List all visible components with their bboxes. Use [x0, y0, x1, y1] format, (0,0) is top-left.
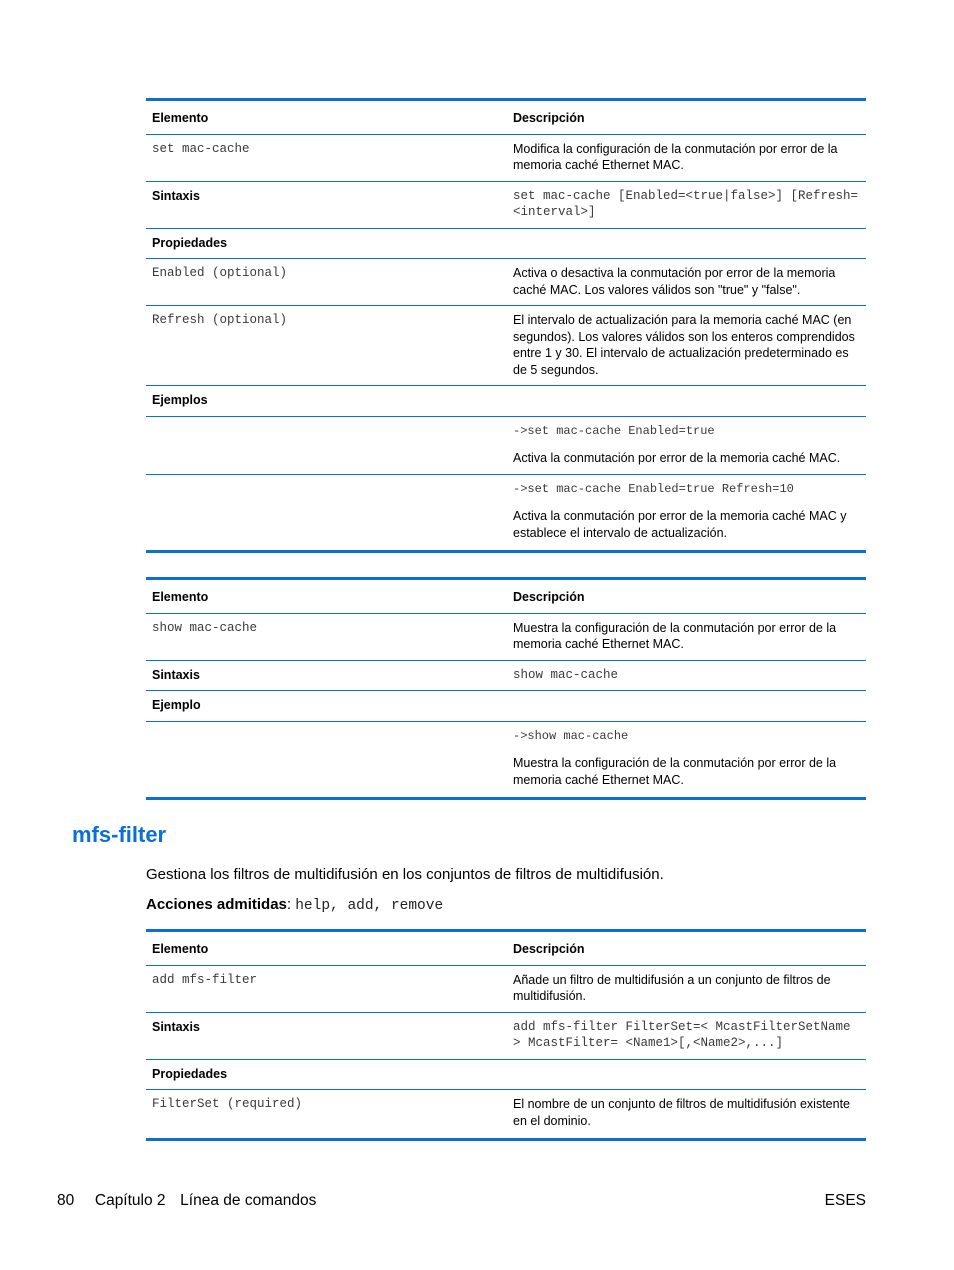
footer-lang: ESES [824, 1192, 866, 1209]
supported-actions [146, 896, 443, 914]
table-row [146, 660, 866, 691]
examples-label: Ejemplo [146, 691, 507, 722]
property-name: Enabled (optional) [146, 259, 507, 306]
chapter-title: Línea de comandos [180, 1192, 317, 1209]
property-name: FilterSet (required) [146, 1090, 507, 1140]
syntax-value: set mac-cache [Enabled=<true|false>] [Refresh=<interval>] [507, 181, 866, 228]
table-header-row [146, 100, 866, 135]
element-name: show mac-cache [152, 620, 258, 635]
table-show-mac-cache [146, 577, 866, 800]
actions-separator: : [286, 896, 296, 913]
table-row [146, 181, 866, 228]
examples-label: Ejemplos [146, 386, 507, 417]
header-elemento: Elemento [146, 931, 507, 966]
example-cell [507, 416, 866, 474]
example-cell [507, 474, 866, 552]
table-row [146, 691, 866, 722]
property-desc: El intervalo de actualización para la memoria caché MAC (en segundos). Los valores válidos son los enteros comprendidos entre 1 y 30. El intervalo de actualización predeterminado es de 5 segundos. [507, 306, 866, 386]
actions-label: Acciones admitidas [146, 896, 287, 913]
table-row [146, 416, 866, 474]
property-desc: Activa o desactiva la conmutación por error de la memoria caché MAC. Los valores válidos son "true" y "false". [507, 259, 866, 306]
element-name: add mfs-filter [152, 972, 258, 987]
table-row [146, 1059, 866, 1090]
table-row [146, 474, 866, 552]
actions-value: help, add, remove [295, 898, 444, 914]
table-row [146, 134, 866, 181]
footer-left [57, 1192, 316, 1210]
example-desc: Activa la conmutación por error de la memoria caché MAC. [513, 451, 841, 465]
properties-label: Propiedades [146, 228, 507, 259]
header-descripcion: Descripción [507, 931, 866, 966]
example-command: ->set mac-cache Enabled=true [513, 423, 715, 438]
header-descripcion: Descripción [507, 579, 866, 614]
table-header-row [146, 931, 866, 966]
table-row [146, 965, 866, 1012]
syntax-label: Sintaxis [146, 181, 507, 228]
chapter-label: Capítulo 2 [94, 1192, 166, 1209]
table-row [146, 613, 866, 660]
header-elemento: Elemento [146, 100, 507, 135]
table-row [146, 228, 866, 259]
table-row [146, 259, 866, 306]
element-desc: Añade un filtro de multidifusión a un conjunto de filtros de multidifusión. [513, 972, 831, 1003]
page-number: 80 [57, 1192, 75, 1209]
property-desc: El nombre de un conjunto de filtros de multidifusión existente en el dominio. [507, 1090, 866, 1140]
example-command: ->set mac-cache Enabled=true Refresh=10 [513, 481, 794, 496]
table-row [146, 721, 866, 799]
section-intro: Gestiona los filtros de multidifusión en los conjuntos de filtros de multidifusión. [146, 866, 664, 883]
table-set-mac-cache [146, 98, 866, 553]
header-elemento: Elemento [146, 579, 507, 614]
example-desc: Muestra la configuración de la conmutación por error de la memoria caché Ethernet MAC. [513, 756, 837, 787]
header-descripcion: Descripción [507, 100, 866, 135]
table-add-mfs-filter [146, 929, 866, 1141]
section-title: mfs-filter [72, 822, 167, 847]
table-row [146, 306, 866, 386]
syntax-value: show mac-cache [507, 660, 866, 691]
syntax-label: Sintaxis [146, 1012, 507, 1059]
example-desc: Activa la conmutación por error de la memoria caché MAC y establece el intervalo de actualización. [513, 509, 847, 540]
table-header-row [146, 579, 866, 614]
property-name: Refresh (optional) [146, 306, 507, 386]
syntax-label: Sintaxis [146, 660, 507, 691]
table-row [146, 1012, 866, 1059]
element-desc: Modifica la configuración de la conmutación por error de la memoria caché Ethernet MAC. [513, 141, 838, 172]
example-cell [507, 721, 866, 799]
properties-label: Propiedades [146, 1059, 507, 1090]
table-row [146, 1090, 866, 1140]
example-command: ->show mac-cache [513, 728, 629, 743]
element-name: set mac-cache [152, 141, 250, 156]
table-row [146, 386, 866, 417]
syntax-value: add mfs-filter FilterSet=< McastFilterSetName > McastFilter= <Name1>[,<Name2>,...] [507, 1012, 866, 1059]
element-desc: Muestra la configuración de la conmutación por error de la memoria caché Ethernet MAC. [513, 620, 837, 651]
